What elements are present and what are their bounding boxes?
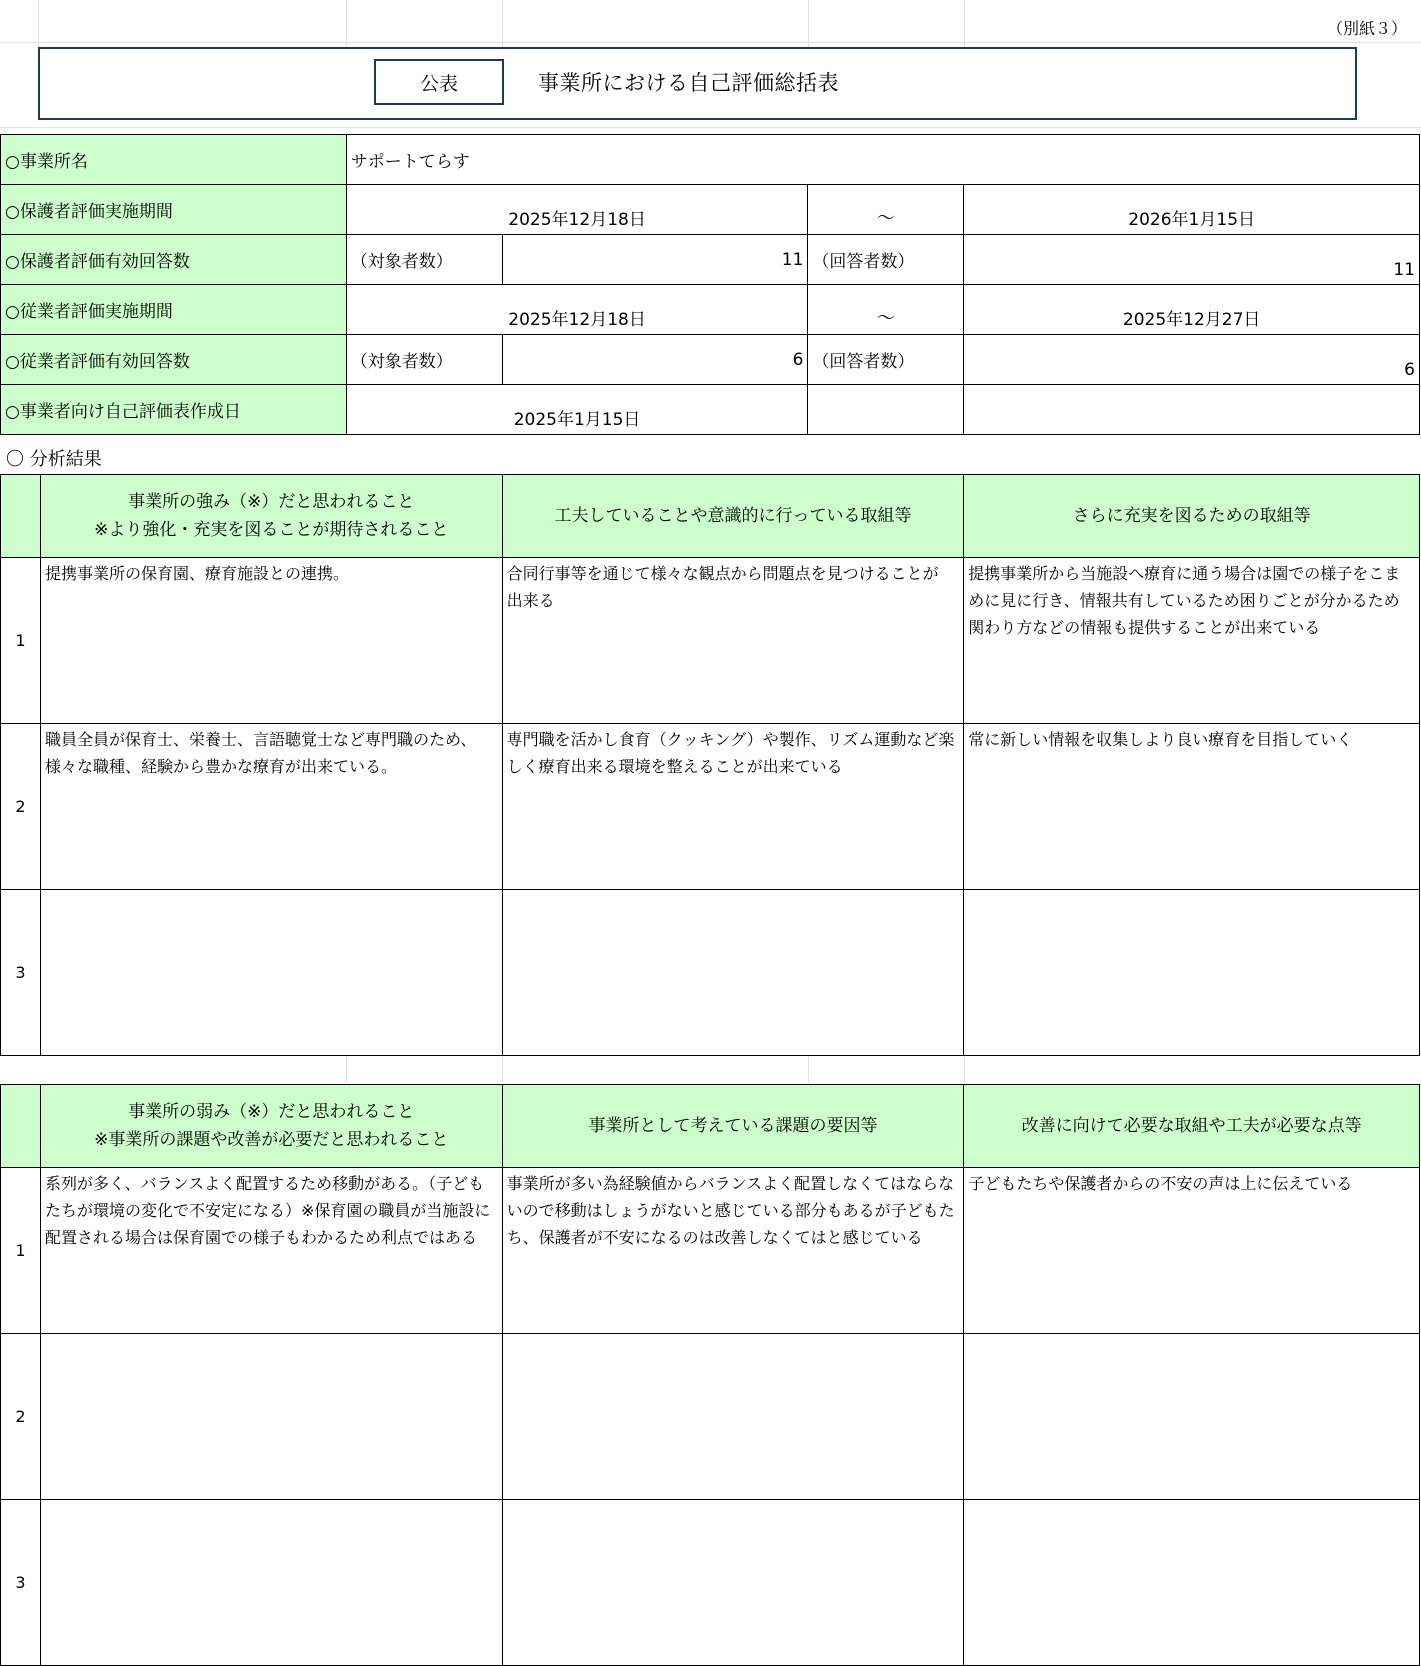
gridline xyxy=(0,127,1421,128)
gridline xyxy=(808,0,809,48)
annex-note: （別紙３） xyxy=(1326,19,1407,38)
guardian-period-start: 2025年12月18日 xyxy=(346,185,808,235)
page-title: 事業所における自己評価総括表 xyxy=(538,71,839,95)
strengths-efforts-header: 工夫していることや意識的に行っている取組等 xyxy=(502,475,964,558)
weakness-cell xyxy=(40,1500,502,1666)
weaknesses-header xyxy=(40,1085,502,1168)
title-box xyxy=(38,47,1357,120)
improvement-cell xyxy=(964,1334,1420,1500)
guardian-period-end: 2026年1月15日 xyxy=(964,185,1420,235)
weaknesses-header-text: 事業所の弱み（※）だと思われること ※事業所の課題や改善が必要だと思われること xyxy=(94,1102,449,1150)
further-cell xyxy=(964,890,1420,1056)
weaknesses-improvement-header: 改善に向けて必要な取組や工夫が必要な点等 xyxy=(964,1085,1420,1168)
gridline xyxy=(502,0,503,48)
staff-respondent-count: 6 xyxy=(964,335,1420,385)
guardian-respondent-count: 11 xyxy=(964,235,1420,285)
guardian-period-label: ○保護者評価実施期間 xyxy=(1,185,347,235)
strengths-header xyxy=(40,475,502,558)
gridline xyxy=(964,0,965,48)
gridline xyxy=(0,42,1421,43)
analysis-heading: 〇 分析結果 xyxy=(6,449,102,470)
row-number: 3 xyxy=(1,890,41,1056)
strength-cell: 提携事業所の保育園、療育施設との連携。 xyxy=(40,558,502,724)
table-row xyxy=(1,1500,1420,1666)
gridline xyxy=(502,1056,503,1084)
improvement-cell: 子どもたちや保護者からの不安の声は上に伝えている xyxy=(964,1168,1420,1334)
weaknesses-factors-header: 事業所として考えている課題の要因等 xyxy=(502,1085,964,1168)
staff-period-end: 2025年12月27日 xyxy=(964,285,1420,335)
weaknesses-table xyxy=(0,1084,1420,1666)
improvement-cell xyxy=(964,1500,1420,1666)
header-corner xyxy=(1,475,41,558)
table-row xyxy=(1,1168,1420,1334)
factor-cell xyxy=(502,1334,964,1500)
public-badge: 公表 xyxy=(374,59,504,105)
staff-responses-label: ○従業者評価有効回答数 xyxy=(1,335,347,385)
strengths-further-header: さらに充実を図るための取組等 xyxy=(964,475,1420,558)
created-label: ○事業者向け自己評価表作成日 xyxy=(1,385,347,435)
staff-period-start: 2025年12月18日 xyxy=(346,285,808,335)
guardian-target-label: （対象者数） xyxy=(346,235,502,285)
effort-cell xyxy=(502,890,964,1056)
further-cell: 提携事業所から当施設へ療育に通う場合は園での様子をこま めに見に行き、情報共有しているため困りごとが分かるため関わり方などの情報も提供することが出来ている xyxy=(964,558,1420,724)
staff-period-label: ○従業者評価実施期間 xyxy=(1,285,347,335)
gridline xyxy=(964,1056,965,1084)
guardian-period-tilde: ～ xyxy=(808,185,964,235)
row-number: 1 xyxy=(1,558,41,724)
facility-label: ○事業所名 xyxy=(1,135,347,185)
strength-cell xyxy=(40,890,502,1056)
weakness-cell: 系列が多く、バランスよく配置するため移動がある。（子どもたちが環境の変化で不安定になる）※保育園の職員が当施設に配置される場合は保育園での様子もわかるため利点ではある xyxy=(40,1168,502,1334)
weakness-cell xyxy=(40,1334,502,1500)
strengths-table xyxy=(0,474,1420,1056)
facility-name: サポートてらす xyxy=(346,135,1419,185)
header-corner xyxy=(1,1085,41,1168)
row-number: 2 xyxy=(1,1334,41,1500)
empty-cell xyxy=(808,385,964,435)
factor-cell: 事業所が多い為経験値からバランスよく配置しなくてはならないので移動はしょうがないと感じている部分もあるが子どもたち、保護者が不安になるのは改善しなくてはと感じている xyxy=(502,1168,964,1334)
staff-respondent-label: （回答者数） xyxy=(808,335,964,385)
table-row xyxy=(1,1334,1420,1500)
guardian-target-count: 11 xyxy=(502,235,808,285)
strengths-header-text: 事業所の強み（※）だと思われること ※より強化・充実を図ることが期待されること xyxy=(94,492,449,540)
row-number: 2 xyxy=(1,724,41,890)
gridline xyxy=(808,1056,809,1084)
gridline xyxy=(38,0,39,48)
staff-period-tilde: ～ xyxy=(808,285,964,335)
staff-target-label: （対象者数） xyxy=(346,335,502,385)
factor-cell xyxy=(502,1500,964,1666)
empty-cell xyxy=(964,385,1420,435)
gridline xyxy=(346,1056,347,1084)
created-date: 2025年1月15日 xyxy=(346,385,808,435)
row-number: 1 xyxy=(1,1168,41,1334)
guardian-responses-label: ○保護者評価有効回答数 xyxy=(1,235,347,285)
guardian-respondent-label: （回答者数） xyxy=(808,235,964,285)
staff-target-count: 6 xyxy=(502,335,808,385)
strength-cell: 職員全員が保育士、栄養士、言語聴覚士など専門職のため、様々な職種、経験から豊かな療育が出来ている。 xyxy=(40,724,502,890)
gridline xyxy=(346,0,347,48)
effort-cell: 合同行事等を通じて様々な観点から問題点を見つけることが 出来る xyxy=(502,558,964,724)
further-cell: 常に新しい情報を収集しより良い療育を目指していく xyxy=(964,724,1420,890)
table-row xyxy=(1,558,1420,724)
table-row xyxy=(1,890,1420,1056)
effort-cell: 専門職を活かし食育（クッキング）や製作、リズム運動など楽 しく療育出来る環境を整えることが出来ている xyxy=(502,724,964,890)
info-table xyxy=(0,134,1420,435)
table-row xyxy=(1,724,1420,890)
row-number: 3 xyxy=(1,1500,41,1666)
